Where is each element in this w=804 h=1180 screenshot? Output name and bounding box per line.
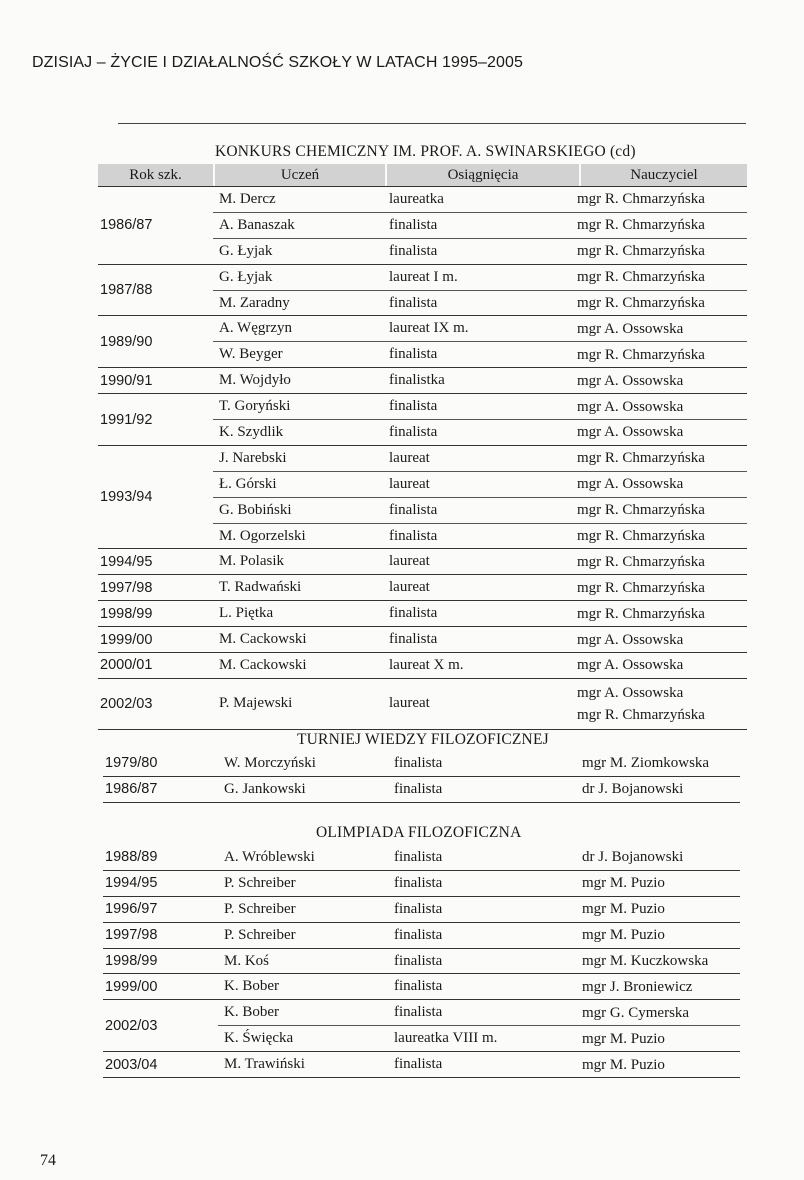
teacher-cell [580,872,740,894]
teacher-name: mgr A. Ossowska [577,372,684,389]
school-year: 2002/03 [105,1017,158,1034]
year-entries [218,751,740,776]
school-year: 1988/89 [105,849,158,866]
teacher-cell [575,525,747,547]
student-name: A. Banaszak [219,216,295,233]
teacher-cell [575,473,747,495]
year-group [98,679,747,730]
teacher-name: mgr M. Ziomkowska [582,755,710,772]
school-year: 1990/91 [100,372,153,389]
teacher-name: mgr R. Chmarzyńska [577,217,705,234]
achievement: finalista [389,216,438,233]
achievement: finalista [394,780,443,797]
teacher-cell [575,654,747,676]
header-rule [118,123,746,124]
year-group [98,653,747,679]
table-row [218,949,740,974]
year-entries [218,974,740,999]
header-student: Uczeń [213,164,385,186]
year-group [103,845,740,871]
school-year: 1999/00 [100,631,153,648]
teacher-name: mgr R. Chmarzyńska [577,605,705,622]
teacher-name: mgr M. Puzio [582,927,665,944]
student-name: T. Goryński [219,398,291,415]
teacher-name: mgr A. Ossowska [577,476,684,493]
school-year: 1994/95 [100,553,153,570]
table-row [213,575,747,600]
table-row [213,187,747,212]
year-group [103,777,740,803]
achievement: laureat [389,579,430,596]
header-achievement: Osiągnięcia [385,164,579,186]
student-name: P. Majewski [219,695,293,712]
student-name: M. Trawiński [224,1056,305,1073]
table-row [213,316,747,341]
achievement: laureat IX m. [389,320,469,337]
year-entries [213,601,747,626]
table-row [213,497,747,523]
table-row [218,974,740,999]
achievement: finalista [394,952,443,969]
year-entries [213,446,747,549]
teacher-cell [575,266,747,288]
year-group [98,446,747,550]
year-entries [218,777,740,802]
teacher-name: mgr G. Cymerska [582,1004,690,1021]
teacher-name: mgr R. Chmarzyńska [577,243,705,260]
achievement: laureat I m. [389,268,458,285]
year-group [98,627,747,653]
achievement: laureat [389,475,430,492]
student-name: K. Święcka [224,1030,294,1047]
school-year: 1979/80 [105,755,158,772]
student-name: W. Beyger [219,346,283,363]
teacher-cell [580,1028,740,1050]
year-group [98,394,747,446]
student-name: A. Wróblewski [224,848,315,865]
year-entries [218,949,740,974]
achievement: finalista [394,848,443,865]
table-row [213,446,747,471]
achievement: finalista [394,926,443,943]
teacher-cell [580,1054,740,1076]
student-name: K. Bober [224,1004,279,1021]
teacher-cell [580,778,740,800]
student-name: G. Jankowski [224,780,306,797]
year-group [98,187,747,265]
school-year: 1997/98 [105,927,158,944]
year-entries [213,316,747,367]
teacher-cell [575,577,747,599]
teacher-name: mgr M. Puzio [582,875,665,892]
teacher-name: mgr R. Chmarzyńska [577,295,705,311]
table-row [213,419,747,445]
year-group [103,871,740,897]
achievement: finalista [389,501,438,518]
table-row [218,777,740,802]
year-entries [213,187,747,264]
teacher-name: mgr A. Ossowska [577,657,684,674]
student-name: P. Schreiber [224,926,296,943]
teacher-cell [580,976,740,998]
achievement: finalista [389,242,438,259]
school-year: 2000/01 [100,657,153,674]
philosophy-olympiad-table [103,845,740,1078]
year-group [98,316,747,368]
student-name: M. Dercz [219,190,276,207]
teacher-name: mgr R. Chmarzyńska [577,346,705,363]
philosophy-tournament-table [103,751,740,803]
teacher-cell [575,292,747,314]
school-year: 1993/94 [100,489,153,506]
table-row [218,1052,740,1077]
achievement: laureat X m. [389,656,464,673]
teacher-cell [575,370,747,392]
student-name: G. Łyjak [219,242,273,259]
teacher-cell [575,499,747,521]
achievement: finalista [389,605,438,622]
year-entries [213,368,747,393]
chemistry-table [98,164,747,730]
school-year: 1989/90 [100,333,153,350]
year-entries [213,265,747,316]
running-header: DZISIAJ – ŻYCIE I DZIAŁALNOŚĆ SZKOŁY W LATACH 1995–2005 [32,54,524,71]
table-row [218,923,740,948]
page-number: 74 [40,1152,56,1169]
year-entries [213,394,747,445]
student-name: P. Schreiber [224,900,296,917]
student-name: M. Cackowski [219,656,307,673]
year-group [103,974,740,1000]
year-entries [218,1052,740,1077]
teacher-name: mgr M. Puzio [582,901,665,918]
teacher-name: dr J. Bojanowski [582,781,684,798]
school-year: 1986/87 [100,217,153,234]
student-name: Ł. Górski [219,475,277,492]
achievement: laureat [389,449,430,466]
section-title-chemistry: KONKURS CHEMICZNY IM. PROF. A. SWINARSKIEGO (cd) [215,143,636,160]
table-row [213,238,747,264]
student-name: M. Zaradny [219,294,290,311]
table-row [218,845,740,870]
teacher-name: mgr A. Ossowska [577,631,684,648]
year-group [98,549,747,575]
student-name: G. Bobiński [219,501,292,518]
year-group [103,897,740,923]
year-entries [218,897,740,922]
achievement: finalista [389,631,438,648]
school-year: 2002/03 [100,695,153,712]
teacher-cell [580,924,740,946]
teacher-name: mgr A. Ossowska [577,398,684,415]
teacher-cell [580,1002,740,1024]
header-year: Rok szk. [129,166,182,183]
teacher-name: mgr R. Chmarzyńska [577,191,705,208]
teacher-name: mgr R. Chmarzyńska [577,706,705,723]
student-name: A. Węgrzyn [219,320,293,337]
year-entries [213,679,747,729]
achievement: laureat [389,553,430,570]
teacher-cell [580,752,740,774]
teacher-name: mgr J. Broniewicz [582,978,693,995]
year-entries [213,549,747,574]
school-year: 1994/95 [105,875,158,892]
achievement: finalista [394,978,443,995]
table-row [218,897,740,922]
table-row [218,1025,740,1051]
table-row [213,523,747,549]
teacher-cell [580,898,740,920]
year-group [103,1000,740,1052]
teacher-name: mgr R. Chmarzyńska [577,269,705,286]
teacher-cell [575,240,747,262]
achievement: finalista [389,423,438,440]
achievement: finalista [389,398,438,415]
school-year: 1986/87 [105,781,158,798]
teacher-cell [575,447,747,469]
school-year: 1991/92 [100,411,153,428]
achievement: finalista [389,346,438,363]
student-name: P. Schreiber [224,874,296,891]
teacher-name: mgr M. Puzio [582,1030,665,1047]
teacher-cell [580,950,740,972]
table-row [213,290,747,316]
student-name: K. Szydlik [219,423,284,440]
table-row [213,212,747,238]
teacher-name: mgr M. Kuczkowska [582,953,709,969]
teacher-name: mgr R. Chmarzyńska [577,450,705,467]
school-year: 1999/00 [105,978,158,995]
achievement: laureatka VIII m. [394,1030,498,1047]
table-header-row [98,164,747,187]
year-entries [213,575,747,600]
teacher-cell [575,421,747,443]
teacher-name: mgr A. Ossowska [577,424,684,441]
student-name: G. Łyjak [219,268,273,285]
teacher-name: mgr R. Chmarzyńska [577,502,705,519]
teacher-name: mgr R. Chmarzyńska [577,579,705,596]
section-title-philosophy-olympiad: OLIMPIADA FILOZOFICZNA [316,824,522,841]
student-name: T. Radwański [219,579,302,596]
table-row [218,1000,740,1025]
teacher-cell [580,846,740,868]
student-name: M. Cackowski [219,631,307,648]
table-row [213,627,747,652]
teacher-name: mgr A. Ossowska [577,684,684,701]
teacher-cell [575,318,747,340]
teacher-cell [575,682,747,726]
student-name: J. Narebski [219,449,287,466]
table-row [213,679,747,729]
achievement: finalista [394,900,443,917]
student-name: M. Ogorzelski [219,527,306,544]
teacher-name: mgr A. Ossowska [577,320,684,337]
teacher-cell [575,603,747,625]
teacher-name: mgr M. Puzio [582,1056,665,1073]
teacher-name: mgr R. Chmarzyńska [577,553,705,570]
table-row [213,394,747,419]
table-row [213,549,747,574]
year-entries [213,653,747,678]
student-name: M. Wojdyło [219,372,291,389]
table-row [213,265,747,290]
teacher-cell [575,214,747,236]
year-group [103,923,740,949]
achievement: finalista [394,874,443,891]
year-entries [218,1000,740,1051]
teacher-cell [575,396,747,418]
achievement: finalista [389,294,438,311]
achievement: finalista [389,527,438,544]
year-group [98,368,747,394]
year-group [103,751,740,777]
student-name: M. Polasik [219,553,285,570]
year-entries [218,871,740,896]
year-group [103,1052,740,1078]
teacher-cell [575,629,747,651]
achievement: finalista [394,754,443,771]
table-row [213,653,747,678]
school-year: 1998/99 [100,605,153,622]
table-row [213,601,747,626]
teacher-name: dr J. Bojanowski [582,849,684,866]
table-row [213,471,747,497]
student-name: W. Morczyński [224,754,316,771]
achievement: finalista [394,1056,443,1073]
section-title-philosophy-tournament: TURNIEJ WIEDZY FILOZOFICZNEJ [297,731,549,748]
student-name: K. Bober [224,978,279,995]
year-group [98,601,747,627]
table-row [213,368,747,393]
school-year: 1997/98 [100,579,153,596]
teacher-cell [575,344,747,366]
achievement: laureatka [389,190,444,207]
table-row [213,341,747,367]
teacher-name: mgr R. Chmarzyńska [577,528,705,545]
achievement: finalistka [389,372,445,389]
school-year: 1998/99 [105,953,158,969]
school-year: 1996/97 [105,901,158,918]
year-entries [213,627,747,652]
student-name: M. Koś [224,952,270,969]
school-year: 1987/88 [100,282,153,299]
header-teacher: Nauczyciel [579,164,747,186]
school-year: 2003/04 [105,1056,158,1073]
year-group [103,949,740,975]
student-name: L. Piętka [219,605,274,622]
year-entries [218,845,740,870]
year-group [98,265,747,317]
achievement: finalista [394,1004,443,1021]
table-row [218,751,740,776]
teacher-cell [575,551,747,573]
teacher-cell [575,188,747,210]
year-group [98,575,747,601]
achievement: laureat [389,695,430,712]
year-entries [218,923,740,948]
table-row [218,871,740,896]
